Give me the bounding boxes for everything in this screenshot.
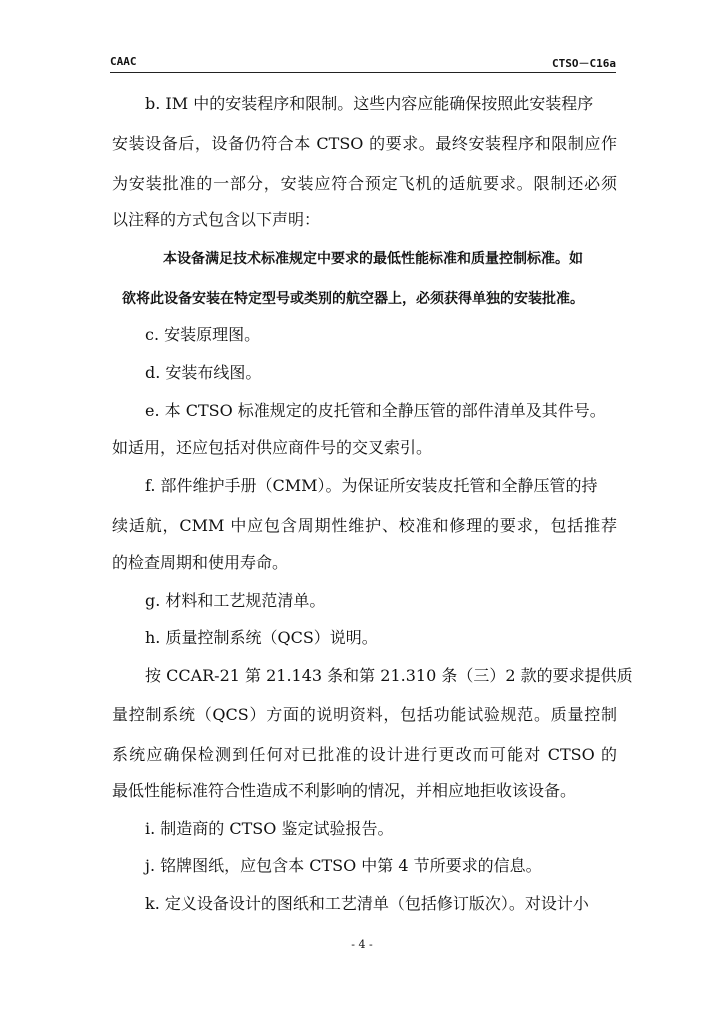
paragraph-line: 续适航，CMM 中应包含周期性维护、校准和修理的要求，包括推荐	[112, 516, 617, 535]
list-item-e: e. 本 CTSO 标准规定的皮托管和全静压管的部件清单及其件号。	[145, 401, 606, 420]
page-header	[110, 52, 616, 73]
header-org: CAAC	[110, 55, 137, 68]
paragraph-line: 最低性能标准符合性造成不利影响的情况，并相应地拒收该设备。	[112, 781, 577, 800]
list-item-c: c. 安装原理图。	[145, 325, 261, 344]
statement-line: 欲将此设备安装在特定型号或类别的航空器上，必须获得单独的安装批准。	[122, 291, 584, 307]
header-doc-number: CTSO－C16a	[552, 57, 616, 70]
paragraph-line: 量控制系统（QCS）方面的说明资料，包括功能试验规范。质量控制	[112, 705, 617, 724]
list-item-i: i. 制造商的 CTSO 鉴定试验报告。	[145, 819, 394, 838]
paragraph-line: 为安装批准的一部分，安装应符合预定飞机的适航要求。限制还必须	[112, 174, 617, 193]
paragraph-line: 安装设备后，设备仍符合本 CTSO 的要求。最终安装程序和限制应作	[112, 134, 617, 153]
paragraph-line: 系统应确保检测到任何对已批准的设计进行更改而可能对 CTSO 的	[112, 745, 617, 764]
paragraph-line: 以注释的方式包含以下声明：	[112, 210, 321, 229]
list-item-h: h. 质量控制系统（QCS）说明。	[145, 628, 378, 647]
page-number: - 4 -	[351, 938, 373, 951]
statement-line: 本设备满足技术标准规定中要求的最低性能标准和质量控制标准。如	[163, 251, 583, 267]
list-item-f: f. 部件维护手册（CMM）。为保证所安装皮托管和全静压管的持	[145, 476, 598, 495]
list-item-j: j. 铭牌图纸，应包含本 CTSO 中第 4 节所要求的信息。	[145, 856, 542, 875]
paragraph-line: 按 CCAR-21 第 21.143 条和第 21.310 条（三）2 款的要求提供质	[145, 666, 633, 685]
list-item-d: d. 安装布线图。	[145, 363, 262, 382]
paragraph-line: 如适用，还应包括对供应商件号的交叉索引。	[112, 438, 433, 457]
list-item-k: k. 定义设备设计的图纸和工艺清单（包括修订版次）。对设计小	[145, 894, 589, 913]
paragraph-line: b. IM 中的安装程序和限制。这些内容应能确保按照此安装程序	[145, 94, 594, 113]
paragraph-line: 的检查周期和使用寿命。	[112, 553, 289, 572]
list-item-g: g. 材料和工艺规范清单。	[145, 591, 326, 610]
